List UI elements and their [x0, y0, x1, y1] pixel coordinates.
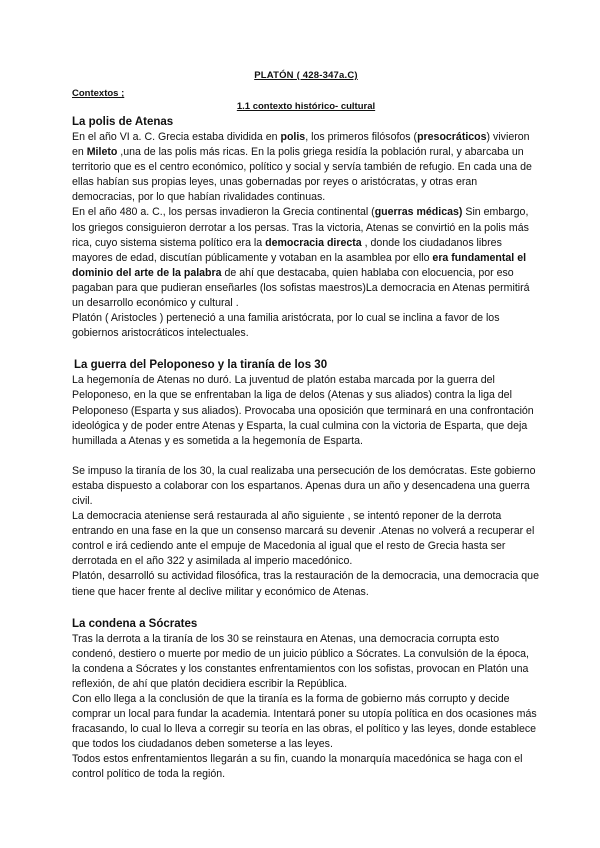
paragraph-guerra-4: Platón, desarrolló su actividad filosófica, tras la restauración de la democracia, una democracia que tiene que hacer frente al declive militar y económico de Atenas.: [72, 570, 539, 598]
paragraph-guerra-2: Se impuso la tiranía de los 30, la cual realizaba una persecución de los demócratas. Este gobierno estaba dispuesto a colaborar con los espartanos. Apenas dura un año y desencadena una guerra civil.: [72, 464, 536, 507]
paragraph-guerra-1: La hegemonía de Atenas no duró. La juventud de platón estaba marcada por la guerra del Peloponeso, en la que se enfrentaban la liga de delos (Atenas y sus aliados) contra la liga del Peloponeso (Esparta y sus aliados). Provocaba una oposición que terminará en una confrontación ideológica y de poder entre Atenas y Esparta, la cual culmina con la victoria de Esparta, que deja humillada a Atenas y es sometida a la hegemonía de Esparta.: [72, 374, 534, 447]
paragraph-polis-3: Platón ( Aristocles ) perteneció a una familia aristócrata, por lo cual se inclina a favor de los gobiernos aristocráticos intelectuales.: [72, 312, 500, 340]
paragraph-condena-3: Todos estos enfrentamientos llegarán a su fin, cuando la monarquía macedónica se haga con el control político de toda la región.: [72, 753, 523, 781]
spacer: [72, 449, 540, 464]
spacer: [72, 600, 540, 615]
paragraph-condena-2: Con ello llega a la conclusión de que la tiranía es la forma de gobierno más corrupto y decide comprar un local para fundar la academia. Intentará poner su utopía política en dos ocasiones más fracasando, lo cual lo lleva a corregir su teoría en las obras, el político y las leyes, donde establece que todos los ciudadanos deben someterse a las leyes.: [72, 693, 537, 751]
heading-guerra-peloponeso: La guerra del Peloponeso y la tiranía de los 30: [74, 359, 328, 372]
document-title: PLATÓN ( 428-347a.C): [254, 70, 358, 81]
paragraph-guerra-3: La democracia ateniense será restaurada al año siguiente , se intentó reponer de la derrota entrando en una fase en la que un consenso marcará su devenir .Atenas no volverá a recuperar el control e irá cediendo ante el empuje de Macedonia al igual que el resto de Grecia hasta ser derrotada en el año 322 y asimilada al imperio macedónico.: [72, 510, 535, 568]
heading-polis-atenas: La polis de Atenas: [72, 116, 174, 128]
spacer: [72, 341, 540, 356]
section-subtitle: 1.1 contexto histórico- cultural: [236, 101, 376, 112]
contexts-label: Contextos ;: [72, 88, 125, 99]
paragraph-condena-1: Tras la derrota a la tiranía de los 30 se reinstaura en Atenas, una democracia corrupta esto condenó, destiero o muerte por medio de un juicio público a Sócrates. La convulsión de la época, la condena a Sócrates y los constantes enfrentamientos con los sofistas, provocan en Platón una reflexión, de ahí que platón decidiera escribir la República.: [72, 632, 529, 690]
paragraph-polis-2: En el año 480 a. C., los persas invadieron la Grecia continental (guerras médicas) Sin embargo, los griegos consiguieron derrotar a los persas. Tras la victoria, Atenas se convirtió en la polis más rica, cuyo sistema sistema político era la democracia directa , donde los ciudadanos libres mayores de edad, discutían públicamente y votaban en la asamblea por ello era fundamental el dominio del arte de la palabra de ahí que destacaba, quien hablaba con elocuencia, por eso pagaban para que pudieran enseñarles (los sofistas maestros)La democracia en Atenas permitirá un desarrollo económico y cultural .: [72, 206, 530, 310]
heading-condena-socrates: La condena a Sócrates: [72, 617, 198, 630]
paragraph-polis-1: En el año VI a. C. Grecia estaba dividida en polis, los primeros filósofos (presocráticos) vivieron en Mileto ,una de las polis más ricas. En la polis griega residía la población rural, y abarcaba un territorio que es el centro económico, político y social y servía también de refugio. En cada una de ellas habían sus propias leyes, unas gobernadas por reyes o aristócratas, y otras eran democracias, por lo que habían rivalidades continuas.: [72, 131, 532, 204]
